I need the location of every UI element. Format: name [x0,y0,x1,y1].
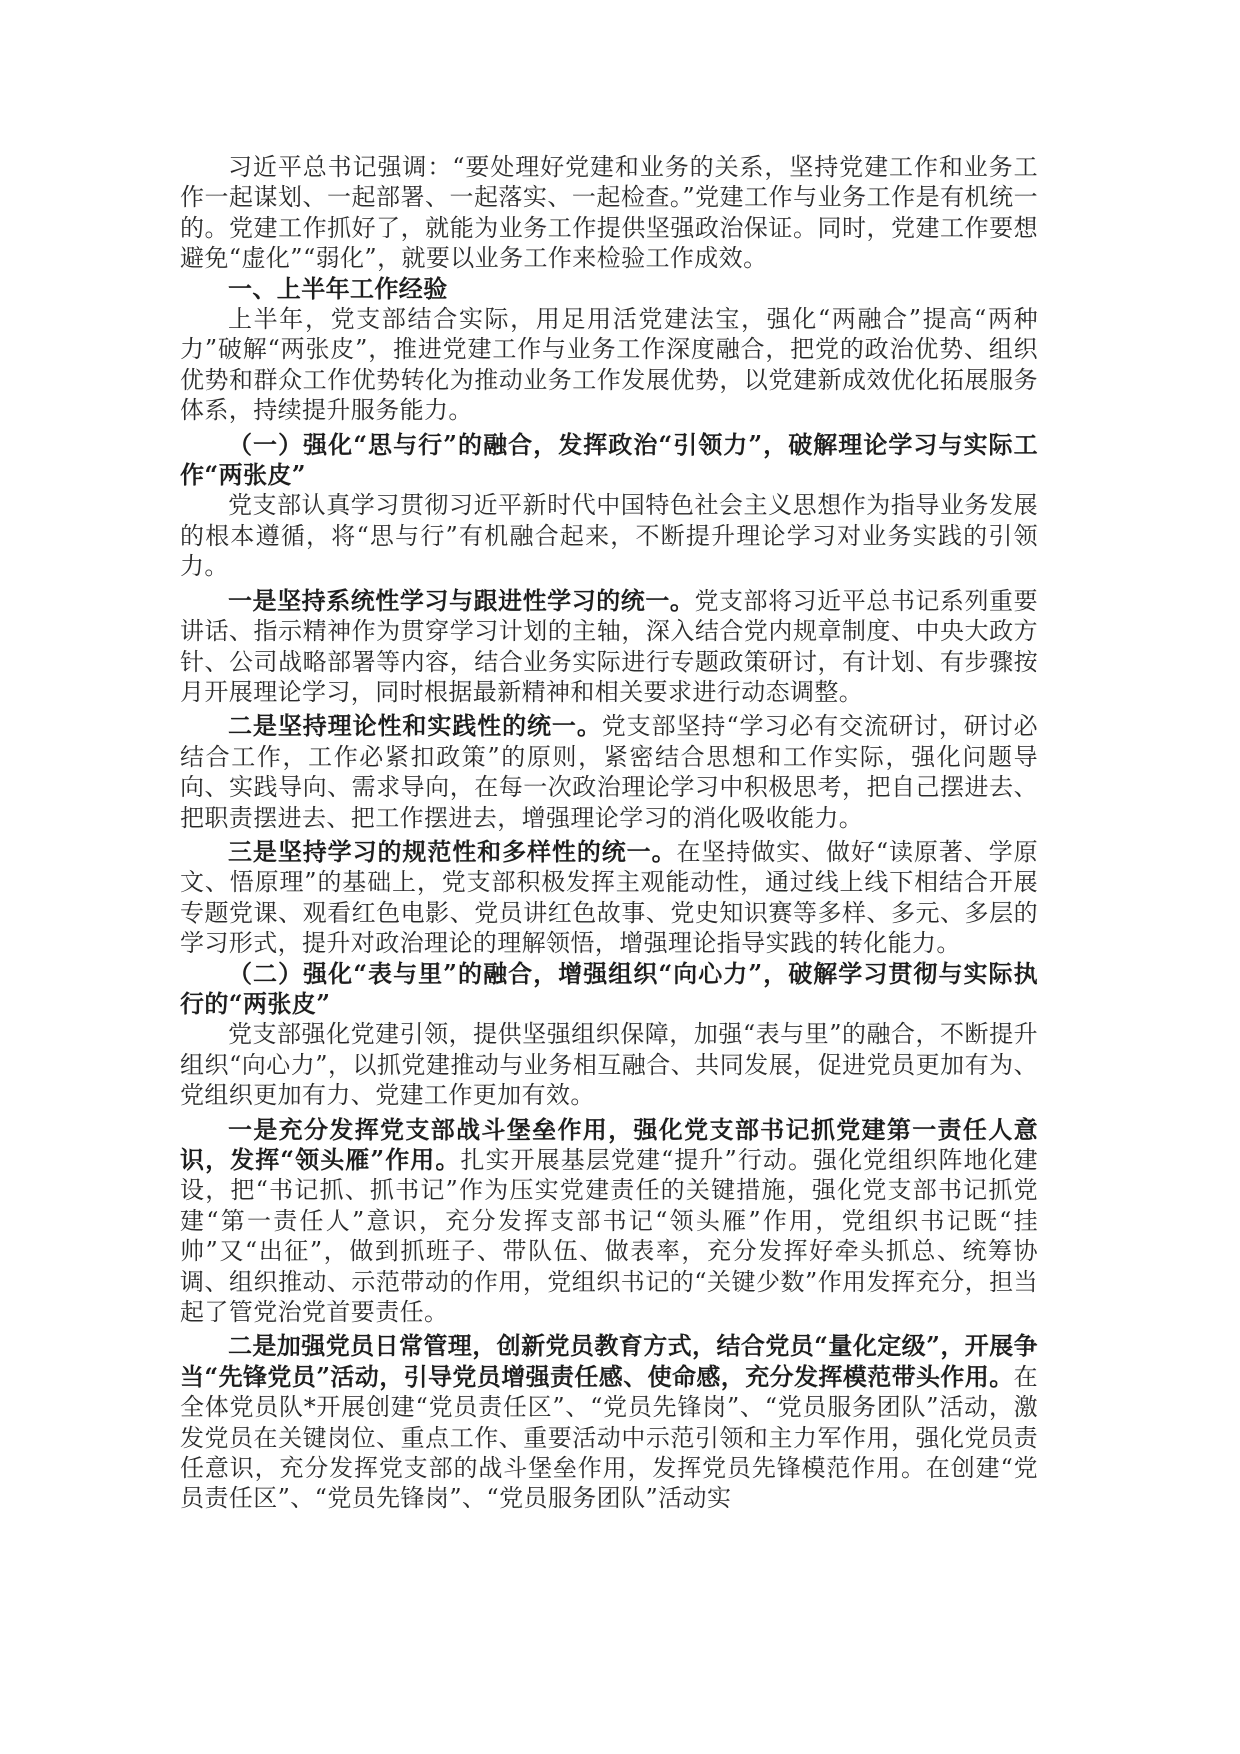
sub2-item-2-lead: 二是加强党员日常管理，创新党员教育方式，结合党员“量化定级”，开展争当“先锋党员”活动，引导党员增强责任感、使命感，充分发挥模范带头作用。 [180,1331,1038,1391]
subsection1-body: 党支部认真学习贯彻习近平新时代中国特色社会主义思想作为指导业务发展的根本遵循，将“思与行”有机融合起来，不断提升理论学习对业务实践的引领力。 [180,491,1038,581]
sub2-item-1 [180,1115,1038,1328]
sub2-item-2 [180,1331,1038,1513]
sub1-item-1-text: 党支部将习近平总书记系列重要讲话、指示精神作为贯穿学习计划的主轴，深入结合党内规章制度、中央大政方针、公司战略部署等内容，结合业务实际进行专题政策研讨，有计划、有步骤按月开展理论学习，同时根据最新精神和相关要求进行动态调整。 [180,586,1038,706]
subsection-heading-1: （一）强化“思与行”的融合，发挥政治“引领力”，破解理论学习与实际工作“两张皮” [180,429,1038,490]
sub1-item-3 [180,837,1038,959]
section1-body: 上半年，党支部结合实际，用足用活党建法宝，强化“两融合”提高“两种力”破解“两张皮”，推进党建工作与业务工作深度融合，把党的政治优势、组织优势和群众工作优势转化为推动业务工作发展优势，以党建新成效优化拓展服务体系，持续提升服务能力。 [180,305,1038,425]
sub1-item-1 [180,586,1038,708]
sub1-item-3-text: 在坚持做实、做好“读原著、学原文、悟原理”的基础上，党支部积极发挥主观能动性，通过线上线下相结合开展专题党课、观看红色电影、党员讲红色故事、党史知识赛等多样、多元、多层的学习形式，提升对政治理论的理解领悟，增强理论指导实践的转化能力。 [180,837,1038,958]
sub1-item-1-lead: 一是坚持系统性学习与跟进性学习的统一。 [228,585,695,615]
sub1-item-2-lead: 二是坚持理论性和实践性的统一。 [228,711,602,741]
sub1-item-2 [180,711,1038,833]
sub2-item-1-text: 扎实开展基层党建“提升”行动。强化党组织阵地化建设，把“书记抓、抓书记”作为压实党建责任的关键措施，强化党支部书记抓党建“第一责任人”意识，充分发挥支部书记“领头雁”作用，党组织书记既“挂帅”又“出征”，做到抓班子、带队伍、做表率，充分发挥好牵头抓总、统筹协调、组织推动、示范带动的作用，党组织书记的“关键少数”作用发挥充分，担当起了管党治党首要责任。 [180,1146,1038,1327]
intro-paragraph: 习近平总书记强调：“要处理好党建和业务的关系，坚持党建工作和业务工作一起谋划、一起部署、一起落实、一起检查。”党建工作与业务工作是有机统一的。党建工作抓好了，就能为业务工作提供坚强政治保证。同时，党建工作要想避免“虚化”“弱化”，就要以业务工作来检验工作成效。 [180,153,1038,273]
sub1-item-2-text: 党支部坚持“学习必有交流研讨，研讨必结合工作，工作必紧扣政策”的原则，紧密结合思想和工作实际，强化问题导向、实践导向、需求导向，在每一次政治理论学习中积极思考，把自己摆进去、把职责摆进去、把工作摆进去，增强理论学习的消化吸收能力。 [180,712,1039,832]
section-heading-first-half-experience: 一、上半年工作经验 [228,273,448,303]
document-page [180,152,1038,1514]
sub2-item-1-lead: 一是充分发挥党支部战斗堡垒作用，强化党支部书记抓党建第一责任人意识，发挥“领头雁”作用。 [180,1114,1038,1174]
sub1-item-3-lead: 三是坚持学习的规范性和多样性的统一。 [228,836,677,866]
subsection-heading-2: （二）强化“表与里”的融合，增强组织“向心力”，破解学习贯彻与实际执行的“两张皮” [180,958,1038,1018]
subsection2-body: 党支部强化党建引领，提供坚强组织保障，加强“表与里”的融合，不断提升组织“向心力”，以抓党建推动与业务相互融合、共同发展，促进党员更加有为、党组织更加有力、党建工作更加有效。 [180,1020,1038,1110]
sub2-item-2-text: 在全体党员队*开展创建“党员责任区”、“党员先锋岗”、“党员服务团队”活动，激发党员在关键岗位、重点工作、重要活动中示范引领和主力军作用，强化党员责任意识，充分发挥党支部的战斗堡垒作用，发挥党员先锋模范作用。在创建“党员责任区”、“党员先锋岗”、“党员服务团队”活动实 [180,1362,1039,1513]
